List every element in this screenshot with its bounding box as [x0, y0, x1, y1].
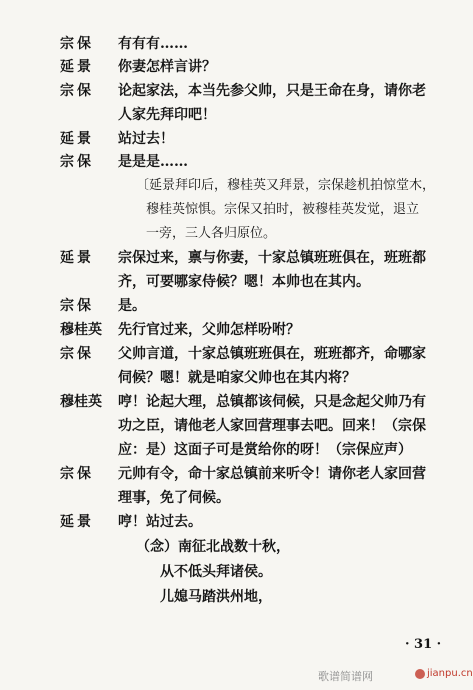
- dialogue-text: 先行官过来，父帅怎样吩咐？: [118, 322, 300, 338]
- speaker-name: 延景: [60, 59, 94, 75]
- stage-direction-text: 一旁，三人各归原位。: [146, 226, 277, 241]
- dialogue-line: [0, 127, 473, 151]
- dialogue-line: [0, 438, 473, 462]
- dialogue-text: 元帅有令，命十家总镇前来听令！请你老人家回营: [118, 466, 426, 482]
- speaker-name: 延景: [60, 514, 94, 530]
- verse-text: （念）南征北战数十秋，: [136, 539, 290, 555]
- speaker-name: 宗保: [60, 466, 94, 482]
- dialogue-line: [0, 270, 473, 294]
- stage-direction-text: 〔延景拜印后，穆桂英又拜景，宗保趁机拍惊堂木，: [136, 178, 436, 193]
- verse-line: [0, 535, 473, 559]
- dialogue-line: [0, 246, 473, 270]
- dialogue-text: 站过去！: [118, 131, 174, 147]
- speaker-name: 宗保: [60, 36, 94, 52]
- speaker-name: 延景: [60, 131, 94, 147]
- dialogue-text: 齐，可要哪家侍候？嗯！本帅也在其内。: [118, 274, 370, 290]
- dialogue-line: [0, 150, 473, 174]
- dialogue-line: [0, 366, 473, 390]
- verse-text: 儿媳马踏洪州地，: [160, 589, 272, 605]
- dialogue-text: 人家先拜印吧！: [118, 107, 216, 123]
- dialogue-text: 有有有……: [118, 36, 188, 52]
- speaker-name: 穆桂英: [60, 394, 102, 410]
- dialogue-line: [0, 103, 473, 127]
- verse-text: 从不低头拜诸侯。: [160, 564, 272, 580]
- dialogue-line: [0, 318, 473, 342]
- dialogue-text: 应：是）这面子可是赏给你的呀！（宗保应声）: [118, 442, 412, 458]
- dialogue-text: 功之臣，请他老人家回营理事去吧。回来！（宗保: [118, 418, 426, 434]
- speaker-name: 宗保: [60, 154, 94, 170]
- page-number: · 31 ·: [405, 637, 442, 652]
- watermark-text: 歌谱简谱网: [318, 670, 373, 683]
- stage-direction: [0, 174, 473, 198]
- dialogue-text: 哼！站过去。: [118, 514, 202, 530]
- dialogue-text: 你妻怎样言讲？: [118, 59, 216, 75]
- speaker-name: 穆桂英: [60, 322, 102, 338]
- dialogue-line: [0, 510, 473, 534]
- speaker-name: 宗保: [60, 346, 94, 362]
- dialogue-line: [0, 55, 473, 79]
- verse-line: [0, 585, 473, 609]
- dialogue-text: 理事，免了伺候。: [118, 490, 230, 506]
- dialogue-text: 哼！论起大理，总镇都该伺候，只是念起父帅乃有: [118, 394, 426, 410]
- dialogue-line: [0, 462, 473, 486]
- dialogue-line: [0, 342, 473, 366]
- dialogue-line: [0, 414, 473, 438]
- dialogue-line: [0, 486, 473, 510]
- dialogue-text: 父帅言道，十家总镇班班俱在，班班都齐，命哪家: [118, 346, 426, 362]
- speaker-name: 宗保: [60, 298, 94, 314]
- watermark-logo-icon: [415, 669, 425, 679]
- dialogue-text: 是是是……: [118, 154, 188, 170]
- dialogue-text: 宗保过来，禀与你妻，十家总镇班班俱在，班班都: [118, 250, 426, 266]
- dialogue-text: 伺候？嗯！就是咱家父帅也在其内将？: [118, 370, 356, 386]
- stage-direction: [0, 222, 473, 246]
- speaker-name: 宗保: [60, 83, 94, 99]
- dialogue-text: 是。: [118, 298, 146, 314]
- dialogue-line: [0, 390, 473, 414]
- dialogue-line: [0, 294, 473, 318]
- speaker-name: 延景: [60, 250, 94, 266]
- dialogue-line: [0, 32, 473, 56]
- stage-direction: [0, 198, 473, 222]
- watermark-url: jianpu.cn: [427, 668, 473, 679]
- verse-line: [0, 560, 473, 584]
- stage-direction-text: 穆桂英惊惧。宗保又拍时，被穆桂英发觉，退立: [146, 202, 420, 217]
- dialogue-text: 论起家法，本当先参父帅，只是王命在身，请你老: [118, 83, 426, 99]
- dialogue-line: [0, 79, 473, 103]
